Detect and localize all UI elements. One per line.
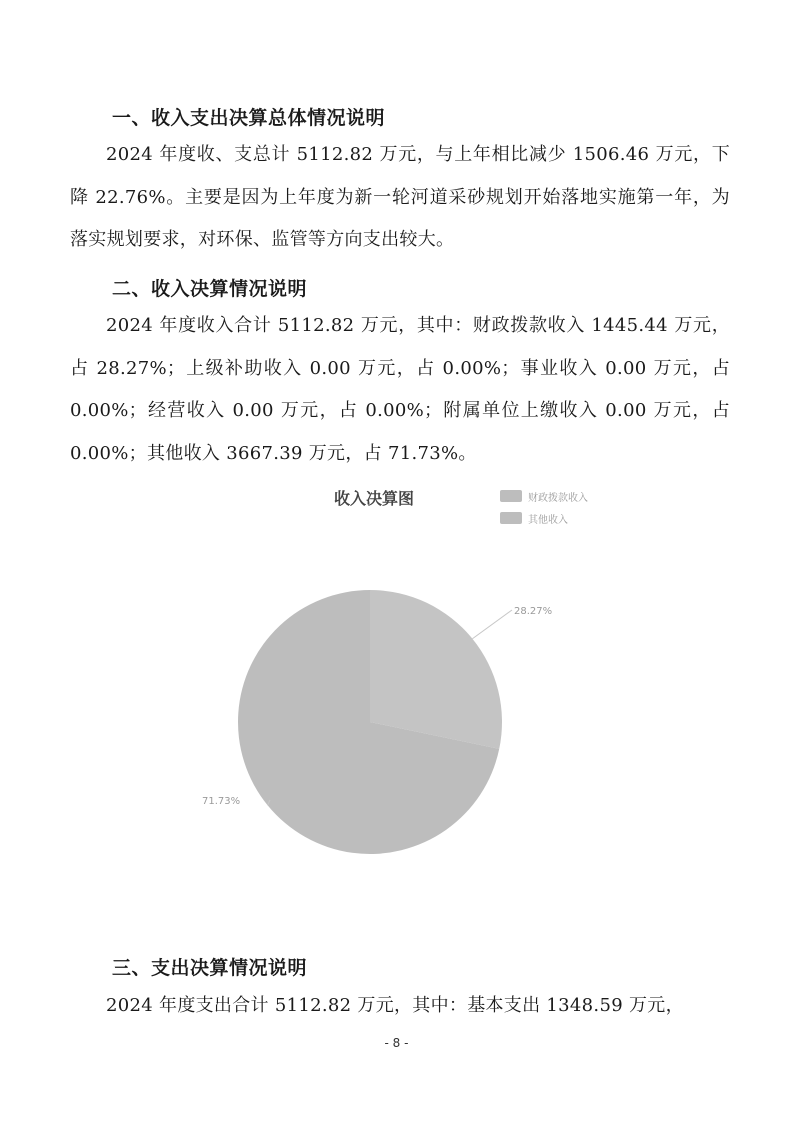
section2-heading: 二、收入决算情况说明 [112,278,308,300]
section3-text: 2024 年度支出合计 5112.82 万元，其中：基本支出 1348.59 万元， [106,995,684,1016]
section2-text: 2024 年度收入合计 5112.82 万元，其中：财政拨款收入 1445.44 万元，占 28.27%；上级补助收入 0.00 万元，占 0.00%；事业收入 0.00 万元，占 0.00%；经营收入 0.00 万元，占 0.00%；附属单位上缴收入 0.00 万元，占 0.00%；其他收入 3667.39 万元，占 71.73%。 [70,315,730,464]
page-number: - 8 - [384,1036,409,1050]
pie-slice-0 [370,590,502,749]
legend-label-0: 财政拨款收入 [528,492,588,504]
section3-paragraph [70,985,730,1028]
pie-label-1: 71.73% [202,796,241,807]
legend-label-1: 其他收入 [528,514,568,526]
section1-heading: 一、收入支出决算总体情况说明 [112,107,386,129]
pie-label-0: 28.27% [514,606,553,617]
pie-leader-0 [472,610,512,639]
section3-heading: 三、支出决算情况说明 [112,957,308,979]
chart-title: 收入决算图 [334,489,415,508]
section1-text: 2024 年度收、支总计 5112.82 万元，与上年相比减少 1506.46 万元，下降 22.76%。主要是因为上年度为新一轮河道采砂规划开始落地实施第一年，为落实规划要求，对环保、监管等方向支出较大。 [70,144,730,250]
